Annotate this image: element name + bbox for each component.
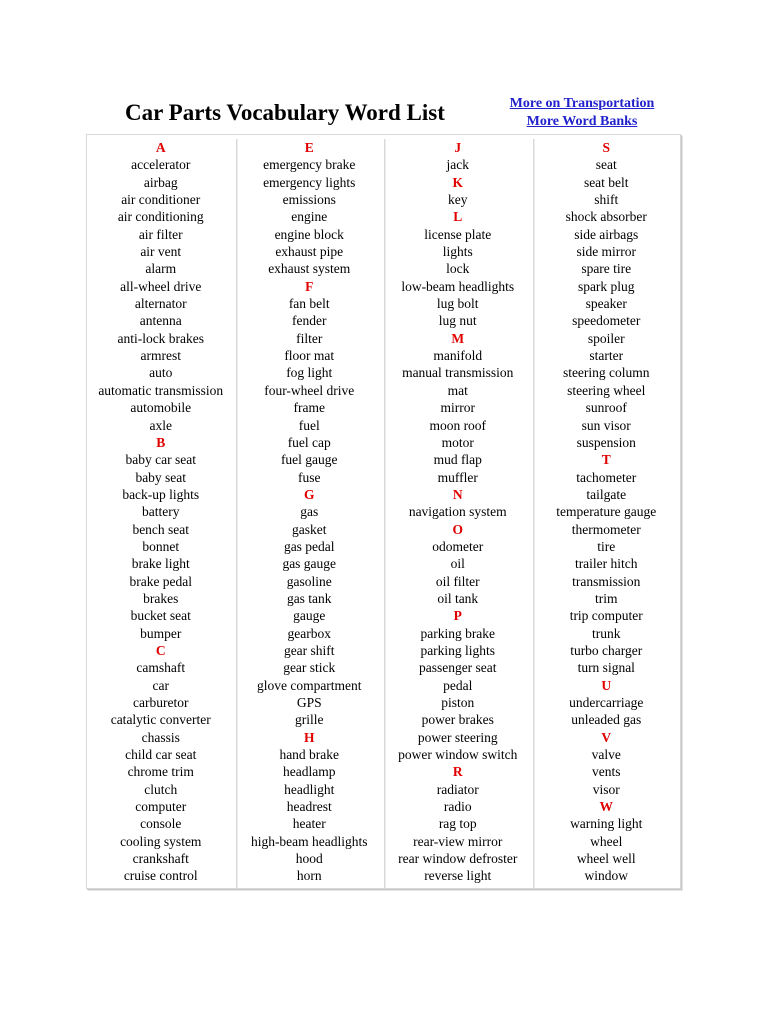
vocabulary-word: steering column <box>562 365 650 381</box>
vocabulary-word: gasket <box>292 521 327 537</box>
vocabulary-word: turn signal <box>577 660 635 676</box>
vocabulary-word: bonnet <box>142 538 180 554</box>
vocabulary-word: key <box>448 192 468 208</box>
letter-heading: M <box>451 330 465 346</box>
vocabulary-word: spoiler <box>587 330 625 346</box>
vocabulary-word: exhaust pipe <box>275 244 344 260</box>
letter-heading: G <box>303 486 315 502</box>
word-column-4 <box>533 139 680 888</box>
vocabulary-word: brake pedal <box>129 573 193 589</box>
vocabulary-word: gear stick <box>283 660 336 676</box>
vocabulary-word: hand brake <box>279 747 340 763</box>
vocabulary-word: exhaust system <box>268 261 351 277</box>
vocabulary-word: emergency brake <box>263 157 356 173</box>
vocabulary-word: thermometer <box>571 521 641 537</box>
letter-heading: K <box>452 174 463 190</box>
vocabulary-word: speaker <box>585 296 627 312</box>
vocabulary-word: seat <box>595 157 617 173</box>
vocabulary-word: oil tank <box>437 590 479 606</box>
vocabulary-word: carburetor <box>133 695 189 710</box>
vocabulary-word: gas gauge <box>282 556 337 572</box>
vocabulary-word: grille <box>295 712 324 728</box>
vocabulary-word: computer <box>135 799 187 815</box>
vocabulary-word: bench seat <box>132 521 190 537</box>
vocabulary-word: gearbox <box>287 625 331 641</box>
vocabulary-word: engine <box>291 209 328 225</box>
vocabulary-word: child car seat <box>125 747 197 763</box>
letter-heading: B <box>156 434 166 450</box>
page-title: Car Parts Vocabulary Word List <box>125 100 445 125</box>
vocabulary-word: GPS <box>296 695 322 710</box>
vocabulary-word: temperature gauge <box>556 504 657 520</box>
vocabulary-word: tachometer <box>576 469 637 485</box>
vocabulary-word: motor <box>441 434 474 450</box>
word-list-1 <box>88 139 234 885</box>
vocabulary-word: muffler <box>437 469 478 485</box>
word-banks-link[interactable]: More Word Banks <box>526 114 638 129</box>
vocabulary-word: car <box>152 677 169 693</box>
vocabulary-word: parking brake <box>420 625 496 641</box>
vocabulary-word: catalytic converter <box>110 712 211 728</box>
vocabulary-word: trim <box>595 590 618 606</box>
vocabulary-word: fuse <box>298 469 321 485</box>
word-table <box>86 134 681 889</box>
vocabulary-word: lock <box>446 261 470 277</box>
word-list-2 <box>237 139 383 885</box>
vocabulary-word: frame <box>293 400 325 416</box>
vocabulary-word: rag top <box>438 816 477 832</box>
vocabulary-word: headrest <box>286 799 332 815</box>
vocabulary-word: unleaded gas <box>571 712 642 728</box>
vocabulary-word: clutch <box>144 781 178 797</box>
vocabulary-word: accelerator <box>131 157 191 173</box>
word-list-3 <box>385 139 531 885</box>
vocabulary-word: gasoline <box>286 573 332 589</box>
vocabulary-word: alarm <box>145 261 177 277</box>
letter-heading: A <box>155 140 166 155</box>
vocabulary-word: speedometer <box>572 313 641 329</box>
related-links <box>496 95 668 131</box>
vocabulary-word: brake light <box>131 556 190 572</box>
vocabulary-word: visor <box>592 781 620 797</box>
vocabulary-word: engine block <box>274 226 344 242</box>
vocabulary-word: power window switch <box>398 747 518 763</box>
vocabulary-word: auto <box>149 365 173 381</box>
vocabulary-word: air conditioner <box>121 192 201 208</box>
vocabulary-word: battery <box>142 504 180 520</box>
vocabulary-word: air conditioning <box>117 209 204 225</box>
vocabulary-word: transmission <box>572 573 641 589</box>
vocabulary-word: spark plug <box>577 278 635 294</box>
letter-heading: F <box>305 278 314 294</box>
vocabulary-word: wheel <box>590 833 623 849</box>
vocabulary-word: warning light <box>570 816 643 832</box>
vocabulary-word: parking lights <box>420 642 496 658</box>
vocabulary-word: air vent <box>140 244 182 260</box>
vocabulary-word: piston <box>441 695 475 710</box>
vocabulary-word: shock absorber <box>565 209 647 225</box>
vocabulary-word: sunroof <box>585 400 627 416</box>
vocabulary-word: alternator <box>134 296 187 312</box>
word-column-2 <box>236 139 383 888</box>
vocabulary-word: license plate <box>424 226 492 242</box>
transportation-link[interactable]: More on Transportation <box>509 96 655 111</box>
vocabulary-word: airbag <box>143 174 178 190</box>
vocabulary-word: camshaft <box>136 660 186 676</box>
vocabulary-word: console <box>140 816 182 832</box>
vocabulary-word: jack <box>446 157 469 173</box>
letter-heading: J <box>454 140 462 155</box>
vocabulary-word: trailer hitch <box>574 556 638 572</box>
vocabulary-word: suspension <box>576 434 636 450</box>
vocabulary-word: headlight <box>284 781 335 797</box>
vocabulary-word: undercarriage <box>569 695 644 710</box>
letter-heading: T <box>601 452 611 468</box>
vocabulary-word: power steering <box>417 729 498 745</box>
vocabulary-word: pedal <box>443 677 473 693</box>
vocabulary-word: emissions <box>282 192 336 208</box>
vocabulary-word: filter <box>296 330 323 346</box>
vocabulary-word: chassis <box>141 729 180 745</box>
vocabulary-word: air filter <box>138 226 183 242</box>
vocabulary-word: mat <box>447 382 468 398</box>
vocabulary-word: fuel gauge <box>280 452 338 468</box>
vocabulary-word: lug nut <box>438 313 477 329</box>
vocabulary-word: baby seat <box>135 469 187 485</box>
vocabulary-word: rear-view mirror <box>413 833 503 849</box>
vocabulary-word: fan belt <box>288 296 330 312</box>
vocabulary-word: fuel cap <box>287 434 331 450</box>
vocabulary-word: tire <box>597 538 616 554</box>
vocabulary-word: rear window defroster <box>398 851 518 867</box>
vocabulary-word: wheel well <box>576 851 636 867</box>
vocabulary-word: window <box>584 868 628 884</box>
vocabulary-word: bumper <box>140 625 182 641</box>
word-column-1 <box>88 139 234 888</box>
word-list-4 <box>534 139 680 885</box>
letter-heading: S <box>602 140 610 155</box>
vocabulary-word: fuel <box>298 417 320 433</box>
vocabulary-word: all-wheel drive <box>120 278 202 294</box>
word-column-3 <box>384 139 531 888</box>
vocabulary-word: manual transmission <box>402 365 514 381</box>
vocabulary-word: gas pedal <box>283 538 335 554</box>
vocabulary-word: gas <box>300 504 319 520</box>
vocabulary-word: mirror <box>440 400 475 416</box>
vocabulary-word: manifold <box>433 348 483 364</box>
letter-heading: H <box>303 729 315 745</box>
vocabulary-word: chrome trim <box>127 764 194 780</box>
vocabulary-word: crankshaft <box>132 851 189 867</box>
letter-heading: U <box>601 677 612 693</box>
vocabulary-word: radiator <box>436 781 479 797</box>
vocabulary-word: hood <box>295 851 323 867</box>
vocabulary-word: cruise control <box>123 868 198 884</box>
letter-heading: W <box>599 799 613 815</box>
vocabulary-word: lug bolt <box>436 296 479 312</box>
vocabulary-word: odometer <box>432 538 484 554</box>
vocabulary-word: navigation system <box>408 504 507 520</box>
vocabulary-word: starter <box>589 348 624 364</box>
vocabulary-word: automobile <box>130 400 192 416</box>
vocabulary-word: low-beam headlights <box>401 278 515 294</box>
vocabulary-word: cooling system <box>120 833 202 849</box>
vocabulary-word: shift <box>594 192 619 208</box>
letter-heading: E <box>304 140 314 155</box>
vocabulary-word: gas tank <box>286 590 332 606</box>
letter-heading: O <box>452 521 463 537</box>
vocabulary-word: anti-lock brakes <box>117 330 205 346</box>
vocabulary-word: reverse light <box>424 868 492 884</box>
vocabulary-word: power brakes <box>421 712 494 728</box>
vocabulary-word: lights <box>442 244 473 260</box>
vocabulary-word: baby car seat <box>125 452 196 468</box>
vocabulary-word: antenna <box>139 313 182 329</box>
vocabulary-word: seat belt <box>583 174 629 190</box>
vocabulary-word: automatic transmission <box>98 382 224 398</box>
vocabulary-word: radio <box>443 799 472 815</box>
letter-heading: L <box>453 209 463 225</box>
vocabulary-word: headlamp <box>283 764 336 780</box>
vocabulary-word: glove compartment <box>256 677 362 693</box>
letter-heading: P <box>453 608 462 624</box>
vocabulary-word: vents <box>592 764 621 780</box>
vocabulary-word: steering wheel <box>567 382 646 398</box>
letter-heading: V <box>601 729 612 745</box>
vocabulary-word: tailgate <box>586 486 627 502</box>
vocabulary-word: fog light <box>286 365 333 381</box>
vocabulary-word: turbo charger <box>570 642 643 658</box>
vocabulary-word: back-up lights <box>122 486 200 502</box>
vocabulary-word: gear shift <box>283 642 335 658</box>
vocabulary-word: moon roof <box>429 417 487 433</box>
vocabulary-word: bucket seat <box>130 608 191 624</box>
letter-heading: R <box>452 764 463 780</box>
letter-heading: C <box>155 642 166 658</box>
vocabulary-word: axle <box>149 417 172 433</box>
vocabulary-word: floor mat <box>284 348 335 364</box>
vocabulary-word: trip computer <box>569 608 643 624</box>
vocabulary-word: armrest <box>140 348 181 364</box>
vocabulary-word: high-beam headlights <box>250 833 368 849</box>
vocabulary-word: side mirror <box>576 244 637 260</box>
letter-heading: N <box>452 486 463 502</box>
vocabulary-word: brakes <box>143 590 179 606</box>
vocabulary-word: mud flap <box>433 452 482 468</box>
vocabulary-word: sun visor <box>581 417 631 433</box>
vocabulary-word: trunk <box>592 625 621 641</box>
vocabulary-word: fender <box>292 313 327 329</box>
vocabulary-word: side airbags <box>574 226 639 242</box>
vocabulary-word: gauge <box>293 608 326 624</box>
vocabulary-word: horn <box>296 868 322 884</box>
vocabulary-word: oil <box>450 556 465 572</box>
vocabulary-word: emergency lights <box>263 174 356 190</box>
vocabulary-word: valve <box>591 747 621 763</box>
vocabulary-word: four-wheel drive <box>264 382 355 398</box>
vocabulary-word: oil filter <box>435 573 480 589</box>
vocabulary-word: passenger seat <box>418 660 497 676</box>
vocabulary-word: heater <box>292 816 326 832</box>
vocabulary-word: spare tire <box>581 261 632 277</box>
